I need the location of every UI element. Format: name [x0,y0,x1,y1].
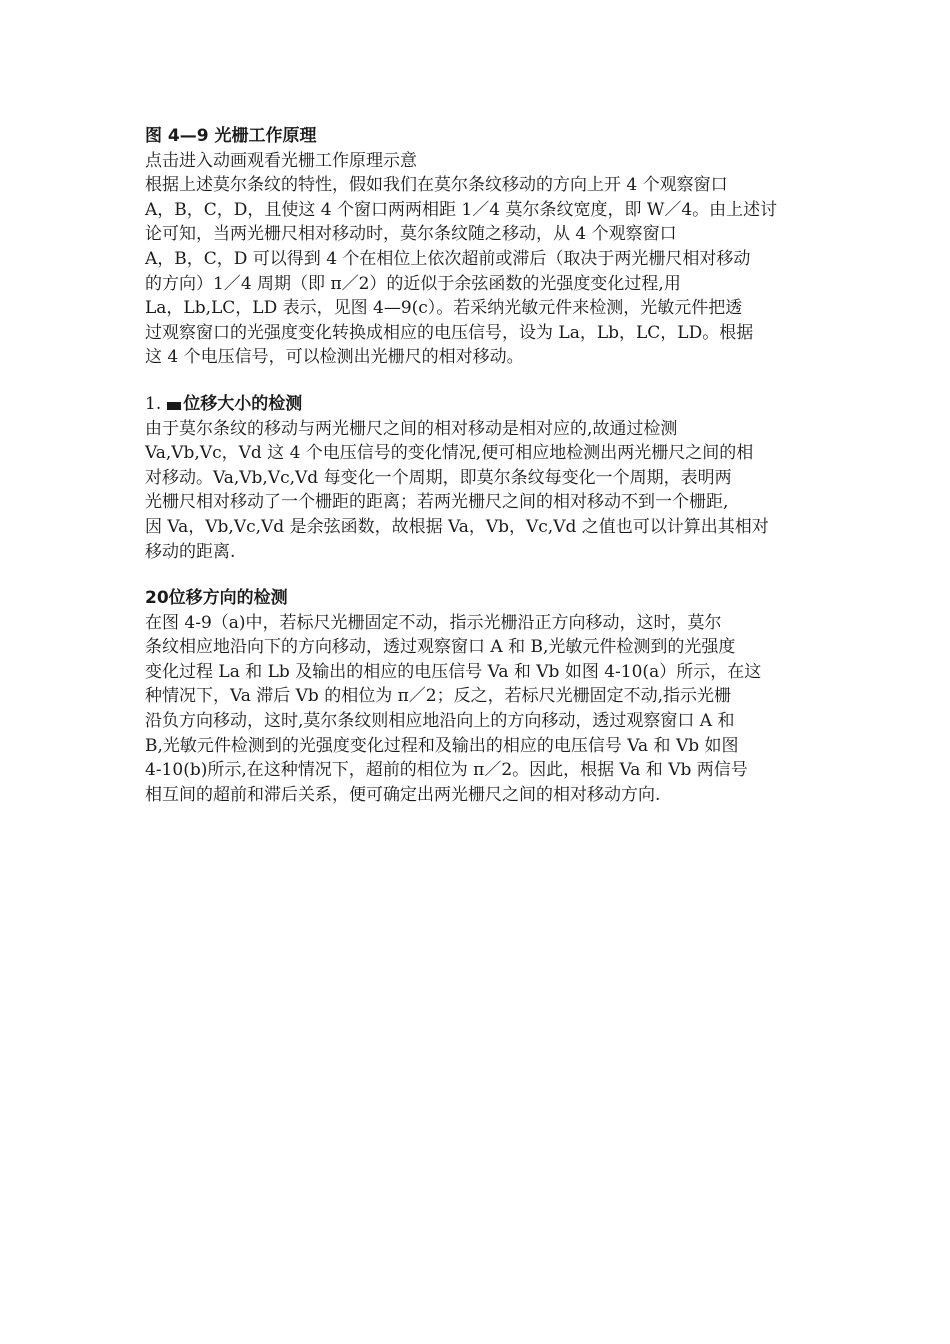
document-body [145,124,810,807]
section-1-paragraph [145,417,810,565]
paragraph-line: A，B，C，D，且使这 4 个窗口两两相距 1／4 莫尔条纹宽度，即 W／4。由上述讨 [145,199,778,220]
bullet-marker-icon [167,402,181,410]
section-heading-displacement-direction: 20位移方向的检测 [145,588,288,609]
paragraph-line: 变化过程 La 和 Lb 及输出的相应的电压信号 Va 和 Vb 如图 4-10(a）所示，在这 [145,661,762,682]
section-heading-displacement-size [145,392,810,417]
paragraph-line: 对移动。Va,Vb,Vc,Vd 每变化一个周期，即莫尔条纹每变化一个周期，表明两 [145,467,732,488]
paragraph-line: 种情况下，Va 滞后 Vb 的相位为 π／2；反之，若标尺光栅固定不动,指示光栅 [145,686,732,707]
paragraph-line: 由于莫尔条纹的移动与两光栅尺之间的相对移动是相对应的,故通过检测 [145,418,678,439]
section-number: 1. [145,393,162,414]
paragraph-line: 移动的距离. [145,541,236,562]
paragraph-line: Va,Vb,Vc，Vd 这 4 个电压信号的变化情况,便可相应地检测出两光栅尺之间的相 [145,443,754,464]
paragraph-line: A，B，C，D 可以得到 4 个在相位上依次超前或滞后（取决于两光栅尺相对移动 [145,248,751,269]
paragraph-line: 光栅尺相对移动了一个栅距的距离；若两光栅尺之间的相对移动不到一个栅距, [145,492,729,513]
paragraph-line: 在图 4-9（a)中，若标尺光栅固定不动，指示光栅沿正方向移动，这时，莫尔 [145,612,722,633]
paragraph-line: B,光敏元件检测到的光强度变化过程和及输出的相应的电压信号 Va 和 Vb 如图 [145,735,739,756]
paragraph-line: 条纹相应地沿向下的方向移动，透过观察窗口 A 和 B,光敏元件检测到的光强度 [145,637,736,658]
figure-caption: 图 4—9 光栅工作原理 [145,126,317,146]
paragraph-line: 这 4 个电压信号，可以检测出光栅尺的相对移动。 [145,347,524,368]
paragraph-line: 4-10(b)所示,在这种情况下，超前的相位为 π／2。因此，根据 Va 和 Vb 两信号 [145,760,748,781]
paragraph-line: 沿负方向移动，这时,莫尔条纹则相应地沿向上的方向移动，透过观察窗口 A 和 [145,711,735,732]
paragraph-line: 论可知，当两光栅尺相对移动时，莫尔条纹随之移动，从 4 个观察窗口 [145,224,677,245]
paragraph-line: 相互间的超前和滞后关系，便可确定出两光栅尺之间的相对移动方向. [145,784,661,805]
animation-link[interactable]: 点击进入动画观看光栅工作原理示意 [145,150,417,171]
intro-paragraph [145,173,810,370]
paragraph-line: 的方向）1／4 周期（即 π／2）的近似于余弦函数的光强度变化过程,用 [145,273,681,294]
paragraph-line: 过观察窗口的光强度变化转换成相应的电压信号，设为 La，Lb，LC，LD。根据 [145,322,754,343]
paragraph-line: La，Lb,LC，LD 表示，见图 4—9(c）。若采纳光敏元件来检测，光敏元件把透 [145,298,743,319]
paragraph-line: 根据上述莫尔条纹的特性，假如我们在莫尔条纹移动的方向上开 4 个观察窗口 [145,175,728,196]
section-2-paragraph [145,611,810,808]
paragraph-line: 因 Va，Vb,Vc,Vd 是余弦函数，故根据 Va，Vb，Vc,Vd 之值也可以计算出其相对 [145,516,769,537]
section-title: 位移大小的检测 [183,393,303,414]
